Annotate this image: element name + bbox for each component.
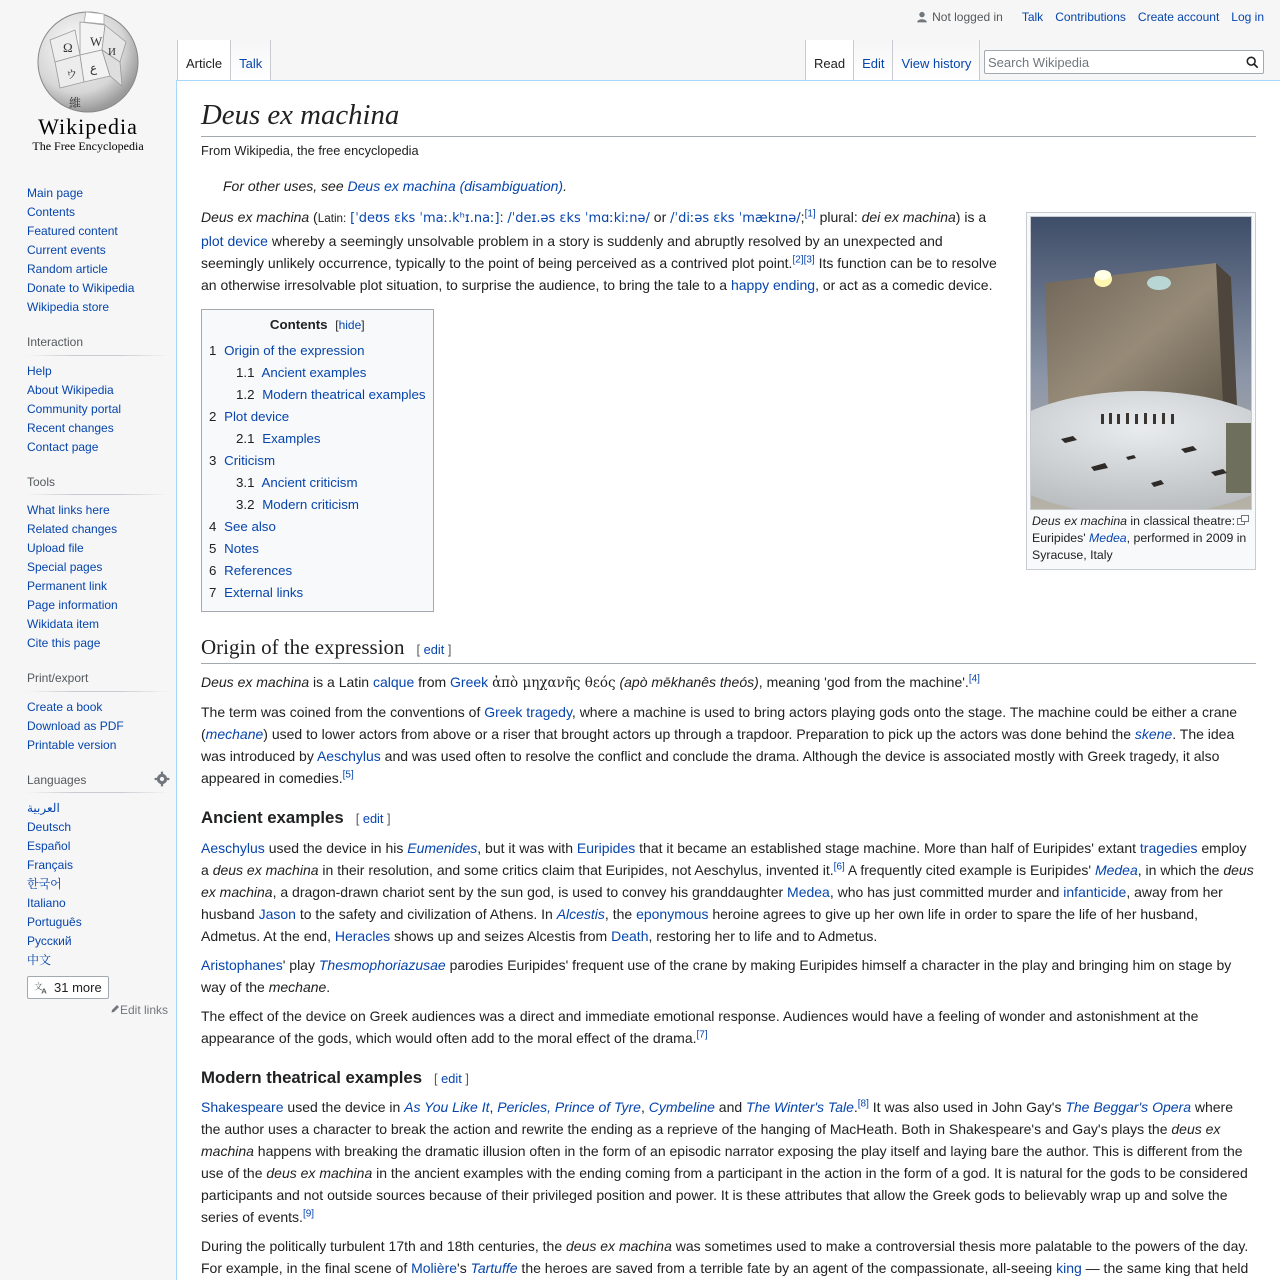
language-korean[interactable]: 한국어: [27, 877, 62, 892]
sidebar-item-about[interactable]: About Wikipedia: [27, 382, 114, 397]
sidebar-item-main-page[interactable]: Main page: [27, 186, 84, 200]
theatre-image: [1031, 217, 1251, 509]
language-chinese[interactable]: 中文: [27, 953, 52, 968]
thesmophoriazusae-link[interactable]: Thesmophoriazusae: [318, 956, 446, 973]
sidebar-item-recent-changes[interactable]: Recent changes: [27, 420, 114, 435]
interaction-list: [27, 362, 168, 457]
search-button[interactable]: [1241, 51, 1263, 73]
section-modern-title: Modern theatrical examples: [201, 1067, 423, 1087]
toc-link[interactable]: [236, 431, 321, 446]
sidebar-item-permanent-link[interactable]: Permanent link: [27, 579, 108, 594]
sidebar-item-download-pdf[interactable]: Download as PDF: [27, 718, 124, 733]
toc-number: 5: [209, 541, 217, 557]
ancient-paragraph-3: The effect of the device on Greek audiences was a direct and immediate emotional response. Audiences would have a feeling of wonder and astonishment at the appearance of the gods, which would often add to the moral effect of the drama.[7]: [201, 1007, 1199, 1046]
toc-item[interactable]: [209, 406, 426, 428]
navigation-list: [27, 184, 168, 317]
toc-number: 2.1: [236, 431, 255, 447]
section-modern-heading: [201, 1067, 1256, 1089]
death-link[interactable]: Death: [611, 927, 649, 944]
heracles-link[interactable]: Heracles: [334, 927, 391, 944]
ipa-link-latin[interactable]: [ˈdeʊs ɛks ˈmaː.kʰɪ.naː]: [350, 211, 500, 227]
cymbeline-link[interactable]: Cymbeline: [648, 1099, 715, 1116]
pencil-icon: [110, 1004, 120, 1014]
table-of-contents: [201, 309, 434, 612]
thumbnail-caption: [1030, 510, 1252, 566]
tools-list: [27, 501, 168, 653]
sidebar-item-current-events[interactable]: Current events: [27, 243, 106, 257]
caption-italic: Deus ex machina: [1032, 514, 1128, 529]
toc-link[interactable]: [236, 365, 366, 380]
toc-link[interactable]: [236, 497, 359, 512]
toc-label: Examples: [262, 431, 321, 447]
origin-paragraph-2: The term was coined from the conventions of Greek tragedy, where a machine is used to bring actors playing gods onto the stage. The machine could be either a crane (mechane) used to lower actors from above or a riser that brought actors up through a trapdoor. Preparation to pick up the actors was done behind the skene. The idea was introduced by Aeschylus and was used often to resolve the conflict and conclude the drama. Although the device is associated mostly with Greek tragedy, it also appeared in comedies.[5]: [201, 703, 1238, 786]
ancient-paragraph-1: Aeschylus used the device in his Eumenides, but it was with Euripides that it became an established stage machine. More than half of Euripides' extant tragedies employ a deus ex machina in their resolution, and some critics claim that Euripides, not Aeschylus, invented it.[6] A frequently cited example is Euripides' Medea, in which the deus ex machina, a dragon-drawn chariot sent by the sun god, is used to convey his granddaughter Medea, who has just committed murder and infanticide, away from her husband Jason to the safety and civilization of Athens. In Alcestis, the eponymous heroine agrees to give up her own life in order to spare the life of her husband, Admetus. At the end, Heracles shows up and seizes Alcestis from Death, restoring her to life and to Admetus.: [201, 839, 1254, 944]
toc-hide-toggle: [hide]: [335, 318, 365, 333]
tools-portal: [27, 475, 168, 654]
translate-icon: [34, 981, 50, 995]
tab-article-label: Article: [186, 56, 223, 71]
tab-history-label[interactable]: View history: [901, 56, 972, 71]
tragedies-link[interactable]: tragedies: [1139, 839, 1198, 856]
toc-number: 4: [209, 519, 217, 535]
modern-paragraph-2: During the politically turbulent 17th and 18th centuries, the deus ex machina was sometimes used to make a controversial thesis more palatable to the powers of the day. For example, in the final scene of Molière's Tartuffe the heroes are saved from a terrible fate by an agent of the compassionate, all-seeing king — the same king that held: [201, 1238, 1249, 1277]
as-you-like-it-link[interactable]: As You Like It: [404, 1099, 490, 1116]
citation-4[interactable]: [4]: [968, 673, 980, 685]
toc-link[interactable]: [209, 453, 275, 468]
euripides-link[interactable]: Euripides: [576, 839, 636, 856]
toc-label: Ancient examples: [261, 365, 367, 381]
sidebar-item-printable-version[interactable]: Printable version: [27, 737, 117, 752]
citation-5[interactable]: [5]: [342, 769, 354, 781]
citation-8[interactable]: [8]: [857, 1098, 869, 1110]
tools-heading: Tools: [27, 475, 168, 496]
toc-item[interactable]: [209, 450, 426, 472]
toc-number: 6: [209, 563, 217, 579]
disambiguation-link[interactable]: Deus ex machina (disambiguation): [347, 178, 564, 195]
languages-list: [27, 799, 168, 970]
login-link[interactable]: Log in: [1231, 10, 1264, 24]
toc-label: Plot device: [224, 409, 290, 425]
toc-link[interactable]: [209, 343, 365, 358]
tab-edit[interactable]: [854, 40, 893, 80]
language-spanish[interactable]: Español: [27, 839, 71, 854]
magnify-clip-icon: [1237, 515, 1249, 525]
toc-item[interactable]: [209, 340, 426, 362]
language-arabic[interactable]: العربية: [27, 801, 60, 816]
languages-portal: [27, 773, 168, 1018]
sidebar-item-donate[interactable]: Donate to Wikipedia: [27, 281, 135, 295]
skene-link[interactable]: skene: [1134, 725, 1173, 742]
sidebar: [0, 176, 176, 1017]
view-tabs: [805, 40, 980, 80]
sidebar-item-related-changes[interactable]: Related changes: [27, 522, 118, 537]
tab-edit-label[interactable]: Edit: [862, 56, 885, 71]
toc-link[interactable]: [209, 409, 289, 424]
svg-text:文: 文: [34, 981, 43, 992]
toc-number: 1.1: [236, 365, 255, 381]
toc-title: Contents: [269, 317, 328, 333]
svg-text:W: W: [90, 34, 103, 49]
namespace-tabs: [177, 40, 271, 80]
toc-label: See also: [224, 519, 276, 535]
greek-link[interactable]: Greek: [450, 673, 489, 690]
greek-tragedy-link[interactable]: Greek tragedy: [484, 703, 572, 720]
sidebar-item-random-article[interactable]: Random article: [27, 262, 108, 276]
article-content: [176, 80, 1280, 1280]
toc-number: 3.1: [236, 475, 255, 491]
print-portal: [27, 671, 168, 755]
edit-section-modern[interactable]: edit: [441, 1070, 462, 1086]
alcestis-link[interactable]: Alcestis: [556, 905, 605, 922]
section-origin-edit: [ edit ]: [416, 642, 452, 658]
language-portuguese[interactable]: Português: [27, 915, 82, 930]
more-languages-label: 31 more: [54, 980, 102, 996]
king-link[interactable]: king: [1056, 1260, 1082, 1277]
sidebar-item-cite-this-page[interactable]: Cite this page: [27, 636, 101, 651]
mechane-link[interactable]: mechane: [205, 725, 264, 742]
toc-list: [209, 340, 426, 604]
language-russian[interactable]: Русский: [27, 934, 72, 949]
hatnote: [201, 178, 1256, 194]
toc-link[interactable]: [209, 585, 303, 600]
toc-label: Notes: [224, 541, 259, 557]
more-languages-button[interactable]: [27, 976, 109, 999]
not-logged-in-text: Not logged in: [932, 10, 1003, 24]
language-settings-button[interactable]: [154, 771, 170, 790]
toc-number: 2: [209, 409, 217, 425]
site-subtitle: From Wikipedia, the free encyclopedia: [201, 143, 419, 159]
tab-talk-label[interactable]: Talk: [239, 56, 263, 71]
sidebar-item-contents[interactable]: Contents: [27, 205, 76, 219]
citation-7[interactable]: [7]: [696, 1028, 708, 1040]
toc-link[interactable]: [209, 541, 259, 556]
toc-item[interactable]: [209, 582, 426, 604]
personal-tools: [916, 10, 1264, 24]
toc-number: 7: [209, 585, 217, 601]
tagline: The Free Encyclopedia: [32, 139, 144, 153]
enlarge-button[interactable]: [1237, 513, 1249, 530]
caption-medea-link[interactable]: Medea: [1089, 531, 1127, 546]
modern-paragraph-1: Shakespeare used the device in As You Like It, Pericles, Prince of Tyre, Cymbeline and The Winter's Tale.[8] It was also used in John Gay's The Beggar's Opera where the author uses a character to break the action and rewrite the ending as a reprieve of the hanging of MacHeath. Both in Shakespeare's and Gay's plays the deus ex machina happens with breaking the dramatic illusion often in the form of an episodic narrator exposing the play itself and laying bare the author. This is different from the use of the deus ex machina in the ancient examples with the ending coming from a participant in the action in the form of a god. It is natural for the gods to be considered participants and not outside sources because of their privileged position and power. It is these attributes that allow the Greek gods to believably wrap up and solve the series of events.[9]: [201, 1098, 1248, 1226]
toc-link[interactable]: [236, 387, 426, 402]
toc-title-row: [209, 317, 426, 332]
section-ancient-edit: [ edit ]: [355, 810, 391, 826]
tab-read-label: Read: [814, 56, 846, 71]
medea-performance-image[interactable]: [1030, 216, 1252, 510]
print-heading: Print/export: [27, 671, 168, 692]
toc-item[interactable]: [209, 384, 426, 406]
languages-heading: Languages: [27, 773, 168, 794]
sidebar-item-wikidata-item[interactable]: Wikidata item: [27, 617, 100, 632]
language-french[interactable]: Français: [27, 858, 74, 873]
aeschylus-link[interactable]: Aeschylus: [316, 747, 381, 764]
toc-number: 1: [209, 343, 217, 359]
winters-tale-link[interactable]: The Winter's Tale: [746, 1099, 854, 1116]
lead-paragraph-1: Deus ex machina (Latin: [ˈdeʊs ɛks ˈmaː.kʰɪ.naː]: /ˈdeɪ.əs ɛks ˈmɑːkiːnə/ or /ˈdiːəs ɛks ˈmækɪnə/;[1] plural: dei ex machina) is a plot device whereby a seemingly unsolvable problem in a story is suddenly and abruptly resolved by an unexpected and seemingly unlikely occurrence, typically to the point of being perceived as a contrived plot point.[2][3] Its function can be to resolve an otherwise irresolvable plot situation, to surprise the audience, to bring the tale to a happy ending, or act as a comedic device.: [201, 208, 997, 294]
sidebar-item-community-portal[interactable]: Community portal: [27, 401, 122, 416]
search-input[interactable]: [988, 55, 1241, 70]
toc-hide-link[interactable]: hide: [338, 318, 362, 333]
toc-label: Criticism: [224, 453, 276, 469]
origin-paragraph-1: Deus ex machina is a Latin calque from Greek ἀπὸ μηχανῆς θεός (apò mēkhanês theós), meaning 'god from the machine'.[4]: [201, 673, 980, 691]
interaction-heading: Interaction: [27, 335, 168, 356]
eumenides-link[interactable]: Eumenides: [407, 839, 478, 856]
sidebar-item-upload-file[interactable]: Upload file: [27, 541, 84, 556]
toc-label: Modern criticism: [262, 497, 359, 513]
svg-text:A: A: [41, 986, 47, 995]
user-icon: [916, 11, 928, 23]
svg-text:維: 維: [69, 96, 82, 110]
toc-label: References: [224, 563, 293, 579]
create-account-link[interactable]: Create account: [1137, 10, 1220, 24]
section-origin-title: Origin of the expression: [201, 635, 405, 660]
toc-item[interactable]: [209, 494, 426, 516]
pericles-link[interactable]: Pericles, Prince of Tyre: [497, 1099, 641, 1116]
tab-article[interactable]: [177, 40, 231, 80]
toc-number: 3.2: [236, 497, 255, 513]
caption-text-2: , performed in 2009 in Syracuse, Italy: [1032, 531, 1247, 563]
calque-link[interactable]: calque: [373, 673, 415, 690]
sidebar-item-what-links-here[interactable]: What links here: [27, 503, 110, 518]
tab-read[interactable]: [805, 40, 854, 80]
ipa-link-2[interactable]: /ˈdiːəs ɛks ˈmækɪnə/: [670, 211, 801, 227]
wikipedia-logo[interactable]: [0, 0, 176, 160]
section-ancient-title: Ancient examples: [201, 807, 344, 827]
shakespeare-link[interactable]: Shakespeare: [201, 1099, 284, 1116]
toc-label: External links: [224, 585, 304, 601]
sidebar-item-page-information[interactable]: Page information: [27, 598, 118, 613]
citation-3[interactable]: [3]: [803, 254, 815, 266]
svg-text:ウ: ウ: [66, 69, 77, 81]
search-icon: [1246, 56, 1259, 69]
beggars-opera-link[interactable]: The Beggar's Opera: [1065, 1099, 1191, 1116]
tab-history[interactable]: [893, 40, 980, 80]
moliere-link[interactable]: Molière: [411, 1260, 458, 1277]
sidebar-item-featured-content[interactable]: Featured content: [27, 224, 118, 238]
language-italian[interactable]: Italiano: [27, 896, 66, 911]
toc-item[interactable]: [209, 516, 426, 538]
aeschylus-link-2[interactable]: Aeschylus: [201, 839, 265, 856]
tab-talk[interactable]: [231, 40, 271, 80]
hatnote-prefix: For other uses, see: [223, 178, 348, 195]
contributions-link[interactable]: Contributions: [1055, 10, 1126, 24]
gear-icon: [154, 771, 170, 787]
edit-section-ancient[interactable]: edit: [362, 810, 384, 826]
toc-label: Ancient criticism: [261, 475, 358, 491]
sidebar-item-special-pages[interactable]: Special pages: [27, 560, 103, 575]
toc-number: 3: [209, 453, 217, 469]
ipa-link-1[interactable]: /ˈdeɪ.əs ɛks ˈmɑːkiːnə/: [507, 211, 650, 227]
section-origin-heading: [201, 634, 1256, 663]
toc-number: 1.2: [236, 387, 255, 403]
ancient-paragraph-2: Aristophanes' play Thesmophoriazusae parodies Euripides' frequent use of the crane by making Euripides himself a character in the play and bringing him on stage by way of the mechane.: [201, 956, 1232, 995]
edit-section-origin[interactable]: edit: [423, 642, 445, 658]
caption-text-1: in classical theatre: Euripides': [1032, 514, 1236, 546]
svg-text:И: И: [108, 46, 116, 58]
wordmark: Wikipedia: [38, 114, 138, 139]
infanticide-link[interactable]: infanticide: [1063, 883, 1127, 900]
citation-1[interactable]: [1]: [804, 208, 816, 220]
interaction-portal: [27, 335, 168, 457]
sidebar-item-store[interactable]: Wikipedia store: [27, 300, 110, 314]
tartuffe-link[interactable]: Tartuffe: [470, 1260, 518, 1277]
jason-link[interactable]: Jason: [258, 905, 296, 922]
citation-6[interactable]: [6]: [833, 860, 845, 872]
talk-link[interactable]: Talk: [1021, 10, 1044, 24]
user-status: [916, 10, 1003, 24]
edit-links-link[interactable]: [110, 1003, 168, 1017]
toc-link[interactable]: [236, 475, 358, 490]
toc-link[interactable]: [209, 563, 292, 578]
search-box: [984, 50, 1264, 74]
sidebar-item-create-book[interactable]: Create a book: [27, 699, 103, 714]
toc-item[interactable]: [209, 560, 426, 582]
toc-item[interactable]: [209, 472, 426, 494]
edit-links-label: Edit links: [119, 1003, 168, 1018]
plot-device-link[interactable]: plot device: [201, 233, 268, 250]
medea-play-link[interactable]: Medea: [1094, 861, 1138, 878]
toc-item[interactable]: [209, 428, 426, 450]
section-ancient-heading: [201, 807, 1256, 829]
toc-item[interactable]: [209, 362, 426, 384]
toc-item[interactable]: [209, 538, 426, 560]
language-german[interactable]: Deutsch: [27, 820, 72, 835]
happy-ending-link[interactable]: happy ending: [730, 277, 816, 294]
sidebar-item-help[interactable]: Help: [27, 363, 52, 378]
toc-label: Modern theatrical examples: [262, 387, 426, 403]
sidebar-item-contact[interactable]: Contact page: [27, 439, 99, 454]
toc-link[interactable]: [209, 519, 276, 534]
svg-text:Ω: Ω: [63, 40, 73, 55]
medea-link[interactable]: Medea: [787, 883, 830, 900]
svg-text:ع: ع: [90, 61, 98, 75]
citation-2[interactable]: [2]: [792, 254, 804, 266]
edit-links-row: [27, 1003, 168, 1017]
thumbnail-figure: [1026, 212, 1256, 570]
navigation-portal: [27, 184, 168, 317]
eponymous-link[interactable]: eponymous: [636, 905, 709, 922]
page-title: Deus ex machina: [201, 97, 1256, 137]
print-list: [27, 698, 168, 755]
aristophanes-link[interactable]: Aristophanes: [201, 956, 283, 973]
citation-9[interactable]: [9]: [302, 1208, 315, 1220]
section-modern-edit: [ edit ]: [434, 1070, 469, 1086]
hatnote-suffix: .: [563, 178, 567, 195]
toc-label: Origin of the expression: [224, 343, 365, 359]
